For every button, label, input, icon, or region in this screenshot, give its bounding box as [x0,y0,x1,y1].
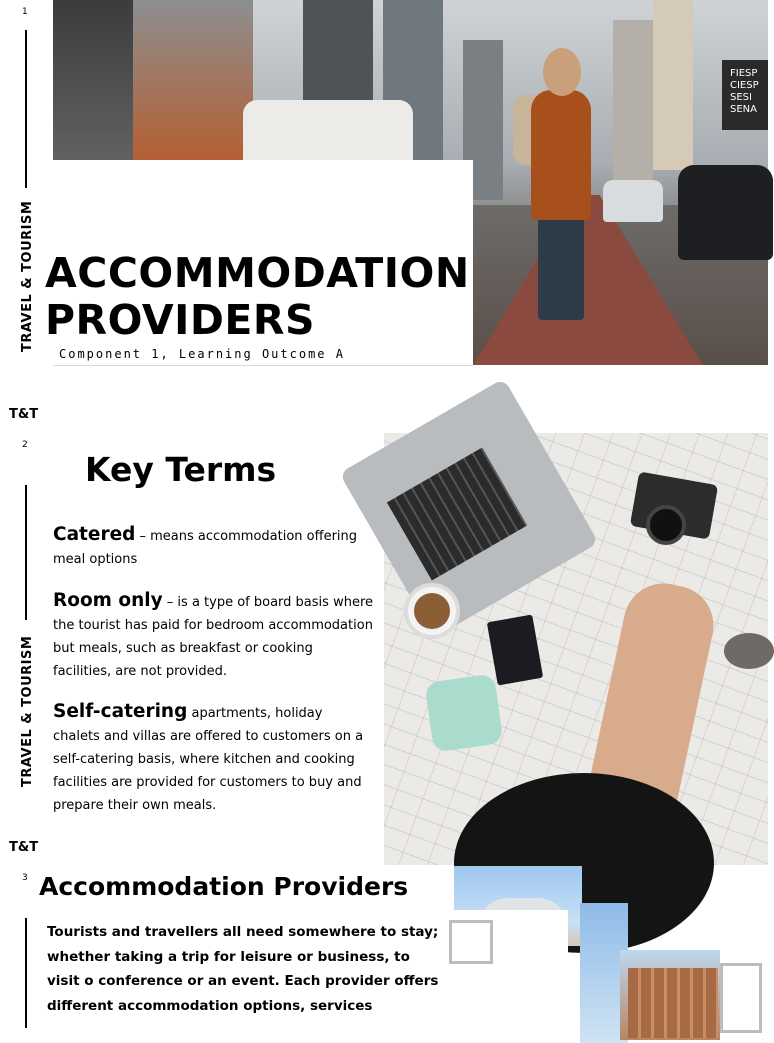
slide-title [45,250,485,344]
slide-divider-line [25,30,27,188]
slide-subtitle: Component 1, Learning Outcome A [59,347,345,361]
slide-number: 3 [22,873,28,883]
term-definition: – is a type of board basis where the tourist has paid for bedroom accommodation but meals, such as breakfast or cooking facilities, are not provided. [53,595,373,679]
term-catered [53,523,373,571]
title-line-2: PROVIDERS [45,296,315,344]
term-definition: – means accommodation offering meal options [53,529,358,567]
term-definition: apartments, holiday chalets and villas are offered to customers on a self-catering basis, where kitchen and cooking facilities are provided for customers to buy and prepare their own meals. [53,706,364,813]
hotel-building-photo [620,950,720,1040]
slide-body: Tourists and travellers all need somewhere to stay; whether taking a trip for leisure or business, to visit o conference or an event. Each provider offers different accommodation options, services [47,924,439,1014]
building-sign: FIESP CIESP SESI SENA [722,60,768,130]
footer-tag: T&T [9,840,39,855]
side-label: TRAVEL & TOURISM [20,635,35,787]
term-word: Self-catering [53,701,188,722]
title-box-underline [53,365,473,366]
decorative-square [720,963,762,1033]
term-word: Catered [53,524,136,545]
slide-divider-line [25,918,27,1028]
slide-title: Key Terms [85,450,277,489]
term-room-only [53,589,373,683]
footer-tag: T&T [9,407,39,422]
term-self-catering [53,700,373,817]
slide-number: 2 [22,440,28,450]
slide-number: 1 [22,7,28,17]
slide-divider-line [25,485,27,620]
side-label: TRAVEL & TOURISM [20,200,35,352]
travel-map-photo [384,433,768,865]
slide-1 [0,0,768,422]
slide-title: Accommodation Providers [39,872,409,901]
term-word: Room only [53,590,163,611]
decorative-square [449,920,493,964]
title-line-1: ACCOMMODATION [45,249,470,297]
slide-2 [0,400,768,855]
slide-3 [0,840,768,1024]
